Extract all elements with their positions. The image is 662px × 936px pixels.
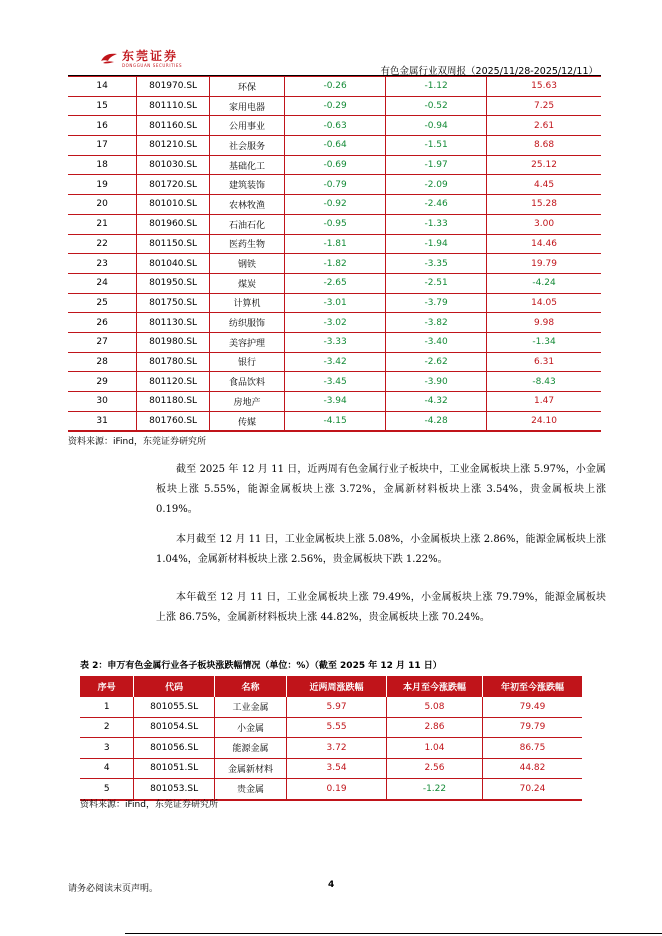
subsector-performance-table: [80, 676, 582, 801]
table-cell: 22: [68, 234, 137, 254]
table-cell: 29: [68, 372, 137, 392]
table-cell: -1.82: [285, 254, 386, 274]
table-cell: 801055.SL: [134, 697, 215, 718]
table-cell: 石油石化: [209, 214, 284, 234]
table-cell: 15: [68, 96, 137, 116]
table-cell: -2.51: [386, 273, 487, 293]
col-header-index: 序号: [80, 676, 134, 697]
table-cell: 801950.SL: [137, 273, 210, 293]
table-cell: -1.81: [285, 234, 386, 254]
col-header-month: 本月至今涨跌幅: [386, 676, 482, 697]
table-cell: 79.79: [482, 717, 582, 738]
table-cell: 801970.SL: [137, 77, 210, 97]
table-row: [68, 273, 601, 293]
footer-divider: [125, 933, 662, 934]
table-row: [68, 136, 601, 156]
table-row: [68, 175, 601, 195]
table-cell: -4.28: [386, 411, 487, 431]
table-cell: 社会服务: [209, 136, 284, 156]
table-cell: 801030.SL: [137, 155, 210, 175]
table-cell: 17: [68, 136, 137, 156]
table1-source: 资料来源：iFind，东莞证券研究所: [68, 437, 206, 447]
table-cell: 18: [68, 155, 137, 175]
table-cell: 23: [68, 254, 137, 274]
table-cell: 3.54: [287, 758, 387, 779]
table-cell: 3.00: [487, 214, 601, 234]
table-row: [68, 254, 601, 274]
table-row: [68, 392, 601, 412]
table-cell: 公用事业: [209, 116, 284, 136]
table-cell: -0.94: [386, 116, 487, 136]
table-cell: 14: [68, 77, 137, 97]
table-cell: 15.63: [487, 77, 601, 97]
table-cell: 79.49: [482, 697, 582, 718]
logo-chinese-text: 东莞证券: [122, 49, 179, 63]
col-header-name: 名称: [214, 676, 286, 697]
table-cell: -1.97: [386, 155, 487, 175]
table-cell: -1.51: [386, 136, 487, 156]
table-cell: -0.92: [285, 195, 386, 215]
table-cell: 14.05: [487, 293, 601, 313]
table-cell: 801750.SL: [137, 293, 210, 313]
table-row: [68, 234, 601, 254]
table-cell: 86.75: [482, 738, 582, 759]
table-row: [68, 77, 601, 97]
table-row: [68, 195, 601, 215]
table-cell: 801054.SL: [134, 717, 215, 738]
table-cell: 31: [68, 411, 137, 431]
table-cell: 19: [68, 175, 137, 195]
disclaimer-note: 请务必阅读末页声明。: [68, 884, 159, 894]
table-cell: 1: [80, 697, 134, 718]
table-cell: -3.33: [285, 332, 386, 352]
table-cell: 2.61: [487, 116, 601, 136]
table-cell: 801130.SL: [137, 313, 210, 333]
table-cell: 801780.SL: [137, 352, 210, 372]
table-cell: -0.69: [285, 155, 386, 175]
col-header-two-week: 近两周涨跌幅: [287, 676, 387, 697]
table-cell: 基础化工: [209, 155, 284, 175]
table-cell: 8.68: [487, 136, 601, 156]
table-cell: 1.04: [386, 738, 482, 759]
table-cell: -0.79: [285, 175, 386, 195]
table-cell: 2.86: [386, 717, 482, 738]
table-cell: 家用电器: [209, 96, 284, 116]
table-cell: -3.02: [285, 313, 386, 333]
table-cell: -0.26: [285, 77, 386, 97]
table-cell: 801040.SL: [137, 254, 210, 274]
page-number: 4: [328, 880, 335, 890]
table-cell: 房地产: [209, 392, 284, 412]
table2-caption: 表 2：申万有色金属行业各子板块涨跌幅情况（单位：%）（截至 2025 年 12 月 11 日）: [80, 661, 442, 671]
table-cell: -3.90: [386, 372, 487, 392]
table-cell: -3.45: [285, 372, 386, 392]
table-cell: 纺织服饰: [209, 313, 284, 333]
table-cell: -2.46: [386, 195, 487, 215]
table-cell: 25: [68, 293, 137, 313]
table-cell: -2.62: [386, 352, 487, 372]
table-cell: 钢铁: [209, 254, 284, 274]
table-row: [80, 758, 582, 779]
logo-english-text: DONGGUAN SECURITIES: [122, 63, 183, 68]
table-cell: 小金属: [214, 717, 286, 738]
table-cell: -4.24: [487, 273, 601, 293]
table-cell: 801053.SL: [134, 779, 215, 800]
table-cell: 4.45: [487, 175, 601, 195]
table-cell: -3.40: [386, 332, 487, 352]
table-cell: -0.63: [285, 116, 386, 136]
table-cell: -1.22: [386, 779, 482, 800]
table-cell: 801110.SL: [137, 96, 210, 116]
table-cell: 28: [68, 352, 137, 372]
table-row: [68, 96, 601, 116]
table-row: [68, 332, 601, 352]
table-cell: 14.46: [487, 234, 601, 254]
table-cell: 工业金属: [214, 697, 286, 718]
paragraph-year: 本年截至 12 月 11 日，工业金属板块上涨 79.49%，小金属板块上涨 79.79%，能源金属板块上涨 86.75%，金属新材料板块上涨 44.82%，贵金属板块上涨 70.24%。: [156, 592, 606, 623]
table-cell: 9.98: [487, 313, 601, 333]
table-cell: 801056.SL: [134, 738, 215, 759]
table-cell: 801120.SL: [137, 372, 210, 392]
table-row: [80, 717, 582, 738]
table-cell: 能源金属: [214, 738, 286, 759]
table-cell: 801150.SL: [137, 234, 210, 254]
table-cell: 农林牧渔: [209, 195, 284, 215]
table-cell: 70.24: [482, 779, 582, 800]
table-cell: -0.52: [386, 96, 487, 116]
company-logo: [100, 50, 182, 68]
paragraph-month: 本月截至 12 月 11 日，工业金属板块上涨 5.08%，小金属板块上涨 2.86%，能源金属板块上涨 1.04%，金属新材料板块上涨 2.56%，贵金属板块下跌 1.22%。: [156, 534, 606, 565]
table-cell: 银行: [209, 352, 284, 372]
table-cell: -1.33: [386, 214, 487, 234]
table-cell: 801010.SL: [137, 195, 210, 215]
table-cell: -0.64: [285, 136, 386, 156]
table-cell: 25.12: [487, 155, 601, 175]
table-row: [68, 372, 601, 392]
table-row: [80, 697, 582, 718]
table-cell: -3.42: [285, 352, 386, 372]
table-cell: 7.25: [487, 96, 601, 116]
table-cell: 24: [68, 273, 137, 293]
table-cell: -1.34: [487, 332, 601, 352]
table-row: [68, 214, 601, 234]
table-cell: 801960.SL: [137, 214, 210, 234]
table-cell: 20: [68, 195, 137, 215]
table-row: [68, 116, 601, 136]
table-cell: 食品饮料: [209, 372, 284, 392]
table-cell: 3.72: [287, 738, 387, 759]
table-cell: 801980.SL: [137, 332, 210, 352]
table2-source: 资料来源：iFind，东莞证券研究所: [80, 800, 218, 810]
table-cell: -3.94: [285, 392, 386, 412]
table-cell: 30: [68, 392, 137, 412]
table-cell: 环保: [209, 77, 284, 97]
table-row: [68, 313, 601, 333]
table-cell: 16: [68, 116, 137, 136]
col-header-code: 代码: [134, 676, 215, 697]
table-cell: 贵金属: [214, 779, 286, 800]
table-cell: 801760.SL: [137, 411, 210, 431]
table-cell: 计算机: [209, 293, 284, 313]
table-cell: 801180.SL: [137, 392, 210, 412]
report-title: 有色金属行业双周报（2025/11/28-2025/12/11）: [380, 66, 598, 77]
logo-bird-icon: [100, 52, 118, 66]
table-cell: -3.01: [285, 293, 386, 313]
table-cell: -0.29: [285, 96, 386, 116]
industry-ranking-table: [68, 76, 601, 432]
table-cell: -2.65: [285, 273, 386, 293]
col-header-ytd: 年初至今涨跌幅: [482, 676, 582, 697]
table-cell: 煤炭: [209, 273, 284, 293]
table-cell: 5.08: [386, 697, 482, 718]
table-cell: 医药生物: [209, 234, 284, 254]
table-cell: 1.47: [487, 392, 601, 412]
table-cell: 26: [68, 313, 137, 333]
table-row: [68, 155, 601, 175]
table-cell: 15.28: [487, 195, 601, 215]
table-cell: 24.10: [487, 411, 601, 431]
table-cell: -4.15: [285, 411, 386, 431]
table-cell: 传媒: [209, 411, 284, 431]
table-row: [68, 411, 601, 431]
table-cell: 44.82: [482, 758, 582, 779]
table-cell: -1.94: [386, 234, 487, 254]
table-cell: 21: [68, 214, 137, 234]
paragraph-two-week: 截至 2025 年 12 月 11 日，近两周有色金属行业子板块中，工业金属板块上涨 5.97%，小金属板块上涨 5.55%，能源金属板块上涨 3.72%，金属新材料板块上涨 3.54%，贵金属板块上涨 0.19%。: [156, 464, 606, 515]
table-cell: 建筑装饰: [209, 175, 284, 195]
table-cell: 2: [80, 717, 134, 738]
table-cell: 5.97: [287, 697, 387, 718]
table-cell: 3: [80, 738, 134, 759]
table-row: [68, 352, 601, 372]
table-cell: 美容护理: [209, 332, 284, 352]
table-cell: -3.79: [386, 293, 487, 313]
table-cell: 801210.SL: [137, 136, 210, 156]
table-cell: -1.12: [386, 77, 487, 97]
table-row: [68, 293, 601, 313]
table-cell: 27: [68, 332, 137, 352]
table-cell: 2.56: [386, 758, 482, 779]
table-cell: 5: [80, 779, 134, 800]
table-cell: -3.82: [386, 313, 487, 333]
page-header: [0, 0, 662, 76]
table-cell: 4: [80, 758, 134, 779]
table-cell: 801720.SL: [137, 175, 210, 195]
table-cell: 19.79: [487, 254, 601, 274]
table-cell: -4.32: [386, 392, 487, 412]
table-row: [80, 738, 582, 759]
table-cell: -3.35: [386, 254, 487, 274]
table-cell: -0.95: [285, 214, 386, 234]
table-cell: 801160.SL: [137, 116, 210, 136]
table-cell: -8.43: [487, 372, 601, 392]
table-cell: 0.19: [287, 779, 387, 800]
table-cell: 801051.SL: [134, 758, 215, 779]
table-cell: -2.09: [386, 175, 487, 195]
table-cell: 金属新材料: [214, 758, 286, 779]
table-cell: 6.31: [487, 352, 601, 372]
table-cell: 5.55: [287, 717, 387, 738]
